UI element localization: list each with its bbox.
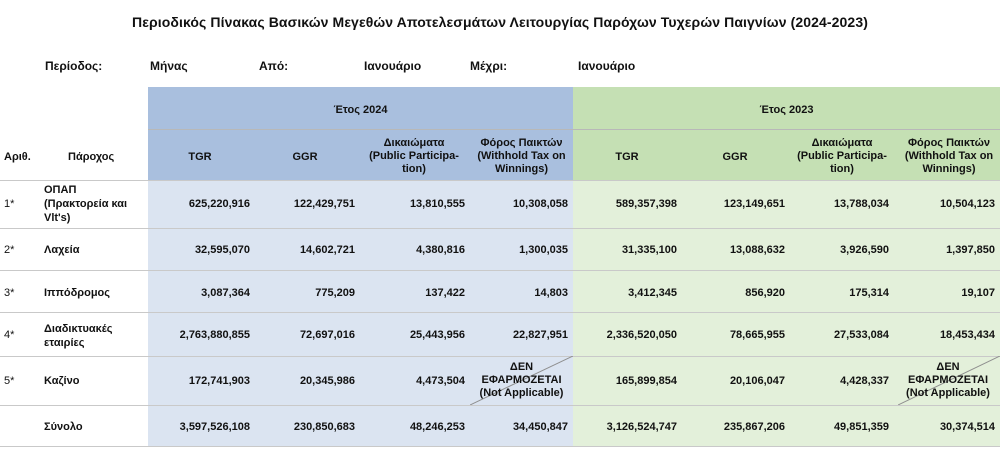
cell-tgr-2023: 2,336,520,050: [606, 329, 677, 341]
col-tax-line: Winnings): [494, 163, 549, 175]
cell-tgr-2024: 625,220,916: [188, 198, 250, 210]
cell-tax-2023-na: [898, 361, 998, 400]
cell-rights-2023: 4,428,337: [840, 375, 889, 387]
col-rights-line: (Public Participa-: [369, 150, 459, 162]
row-divider: [0, 446, 1000, 447]
row-num: 2*: [4, 244, 15, 256]
col-rights-2024: [358, 137, 470, 176]
to-label: Μέχρι:: [470, 59, 508, 73]
col-tax-line: (Withhold Tax on: [477, 150, 566, 162]
cell-ggr-2023: 20,106,047: [729, 375, 785, 387]
cell-ggr-2023: 78,665,955: [729, 329, 785, 341]
cell-tgr-2023: 31,335,100: [621, 244, 677, 256]
from-value[interactable]: Ιανουάριο: [364, 59, 422, 73]
col-rights-2023: [786, 137, 898, 176]
row-provider: Ιππόδρομος: [44, 287, 110, 299]
cell-tgr-2024: 2,763,880,855: [179, 329, 250, 341]
col-tax-line: Φόρος Παικτών: [480, 137, 563, 149]
total-tax-2024: 34,450,847: [512, 421, 568, 433]
cell-rights-2023: 27,533,084: [833, 329, 889, 341]
provider-line: ΟΠΑΠ: [44, 184, 77, 196]
cell-tax-2023: 1,397,850: [946, 244, 995, 256]
to-value[interactable]: Ιανουάριο: [578, 59, 636, 73]
cell-tax-2024: 14,803: [534, 287, 568, 299]
col-ggr-2024: GGR: [292, 151, 318, 163]
cell-ggr-2024: 775,209: [315, 287, 355, 299]
year-2023-header: Έτος 2023: [759, 104, 814, 116]
total-rights-2024: 48,246,253: [409, 421, 465, 433]
total-tgr-2023: 3,126,524,747: [606, 421, 677, 433]
col-rights-line: tion): [402, 163, 426, 175]
col-tgr-2024: TGR: [188, 151, 212, 163]
row-num: 5*: [4, 375, 15, 387]
na-line: (Not Applicable): [479, 387, 564, 399]
period-value[interactable]: Μήνας: [150, 59, 188, 73]
col-rights-line: tion): [830, 163, 854, 175]
col-ggr-2023: GGR: [722, 151, 748, 163]
na-line: ΔΕΝ: [509, 361, 534, 373]
cell-tgr-2023: 3,412,345: [628, 287, 677, 299]
total-label: Σύνολο: [44, 421, 83, 433]
cell-tax-2024: 22,827,951: [512, 329, 568, 341]
period-label: Περίοδος:: [45, 59, 103, 73]
row-divider: [0, 228, 1000, 229]
cell-ggr-2024: 20,345,986: [299, 375, 355, 387]
year-2024-header: Έτος 2024: [333, 104, 388, 116]
cell-tax-2023: 18,453,434: [939, 329, 995, 341]
cell-tax-2024-na: [470, 361, 573, 400]
col-tax-2023: [898, 137, 1000, 176]
cell-rights-2023: 13,788,034: [833, 198, 889, 210]
total-ggr-2023: 235,867,206: [723, 421, 785, 433]
cell-tgr-2024: 3,087,364: [201, 287, 250, 299]
cell-tax-2024: 10,308,058: [512, 198, 568, 210]
col-rights-line: (Public Participa-: [797, 150, 887, 162]
na-line: (Not Applicable): [906, 387, 990, 399]
row-provider: [44, 322, 112, 350]
cell-rights-2023: 3,926,590: [840, 244, 889, 256]
from-label: Από:: [259, 59, 289, 73]
row-provider: Καζίνο: [44, 375, 80, 387]
cell-tax-2024: 1,300,035: [519, 244, 568, 256]
col-rights-line: Δικαιώματα: [811, 137, 873, 149]
cell-ggr-2024: 14,602,721: [299, 244, 355, 256]
cell-ggr-2024: 72,697,016: [299, 329, 355, 341]
page-title: Περιοδικός Πίνακας Βασικών Μεγεθών Αποτελεσμάτων Λειτουργίας Παρόχων Τυχερών Παιγνίων (2024-2023): [132, 14, 868, 30]
col-num-header: Αριθ.: [4, 151, 31, 163]
cell-ggr-2023: 123,149,651: [723, 198, 785, 210]
provider-line: εταιρίες: [44, 337, 85, 349]
na-line: ΔΕΝ: [936, 361, 960, 373]
col-tax-line: (Withhold Tax on: [904, 150, 994, 162]
total-ggr-2024: 230,850,683: [293, 421, 355, 433]
total-tgr-2024: 3,597,526,108: [179, 421, 250, 433]
cell-rights-2024: 137,422: [425, 287, 465, 299]
row-num: 3*: [4, 287, 15, 299]
provider-line: (Πρακτορεία και: [44, 198, 128, 210]
cell-tax-2023: 10,504,123: [939, 198, 995, 210]
cell-tgr-2023: 165,899,854: [615, 375, 677, 387]
row-provider: [44, 183, 127, 225]
cell-tax-2023: 19,107: [961, 287, 995, 299]
year-divider: [148, 129, 1000, 130]
col-rights-line: Δικαιώματα: [383, 137, 445, 149]
col-tax-2024: [470, 137, 573, 176]
row-num: 4*: [4, 329, 15, 341]
cell-rights-2024: 25,443,956: [409, 329, 465, 341]
row-num: 1*: [4, 198, 15, 210]
cell-rights-2024: 4,380,816: [416, 244, 465, 256]
row-divider: [0, 405, 1000, 406]
col-tgr-2023: TGR: [615, 151, 639, 163]
col-tax-line: Winnings): [922, 163, 976, 175]
cell-tgr-2024: 172,741,903: [188, 375, 250, 387]
header-divider: [0, 180, 1000, 181]
cell-tgr-2024: 32,595,070: [194, 244, 250, 256]
na-line: ΕΦΑΡΜΟΖΕΤΑΙ: [907, 374, 989, 386]
row-divider: [0, 312, 1000, 313]
na-line: ΕΦΑΡΜΟΖΕΤΑΙ: [481, 374, 562, 386]
row-provider: Λαχεία: [44, 244, 80, 256]
cell-rights-2024: 4,473,504: [416, 375, 465, 387]
cell-rights-2024: 13,810,555: [409, 198, 465, 210]
col-tax-line: Φόρος Παικτών: [908, 137, 990, 149]
cell-tgr-2023: 589,357,398: [615, 198, 677, 210]
cell-ggr-2024: 122,429,751: [293, 198, 355, 210]
cell-ggr-2023: 856,920: [745, 287, 785, 299]
cell-ggr-2023: 13,088,632: [729, 244, 785, 256]
col-provider-header: Πάροχος: [68, 151, 115, 163]
total-rights-2023: 49,851,359: [833, 421, 889, 433]
row-divider: [0, 270, 1000, 271]
cell-rights-2023: 175,314: [849, 287, 889, 299]
provider-line: Vlt's): [44, 212, 71, 224]
provider-line: Διαδικτυακές: [44, 323, 113, 335]
total-tax-2023: 30,374,514: [939, 421, 995, 433]
